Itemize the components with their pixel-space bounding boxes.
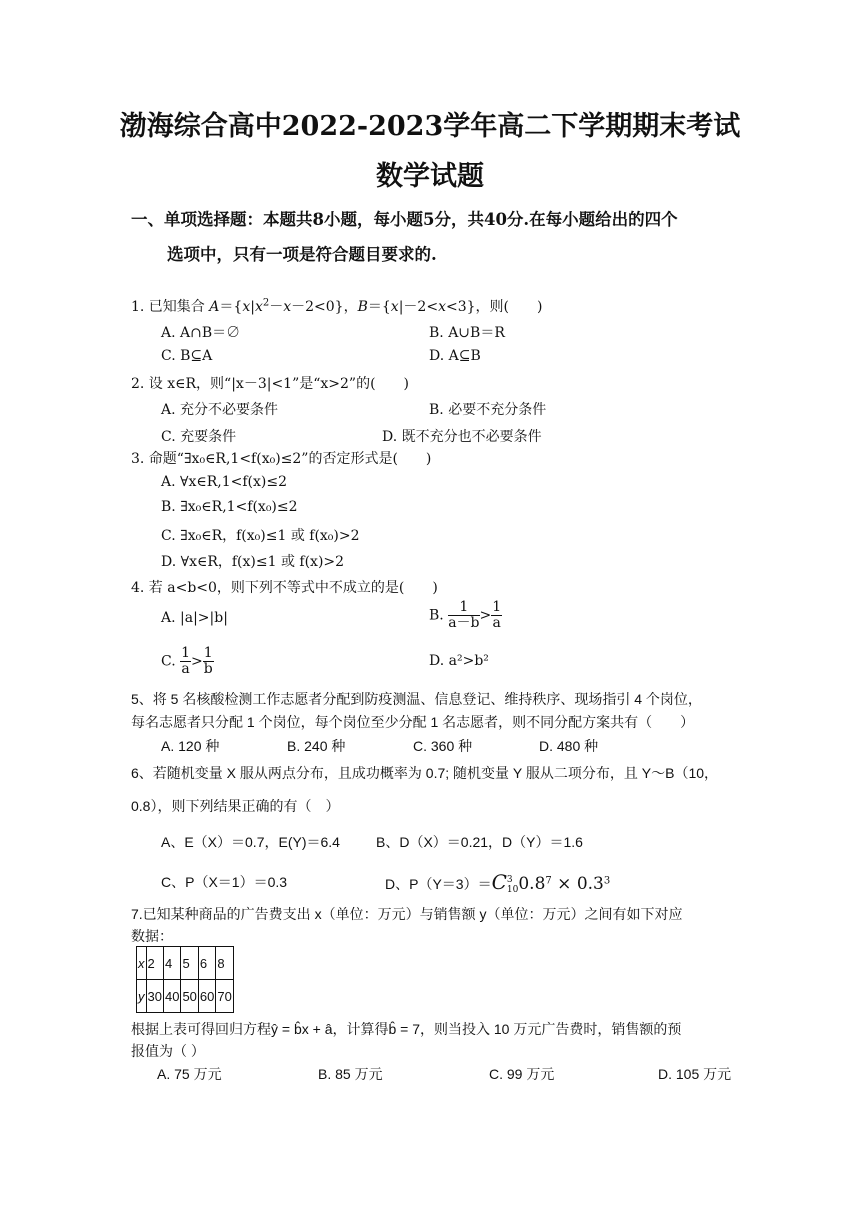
table-cell: 4 xyxy=(163,947,180,980)
question-6-option-a: A、E（X）＝0.7，E(Y)＝6.4 xyxy=(161,834,340,850)
question-4-option-b: B. $\frac{1}{a-b}$ > $\frac{1}{a}$ xyxy=(429,599,502,631)
question-5-option-c: C. 360 种 xyxy=(413,738,473,754)
question-2-option-b: B. 必要不充分条件 xyxy=(429,402,547,418)
section-header-line1: 一、单项选择题：本题共8小题，每小题5分，共40分.在每小题给出的四个 xyxy=(131,210,678,229)
question-5-line1: 5、将 5 名核酸检测工作志愿者分配到防疫测温、信息登记、维持秩序、现场指引 4 个岗位， xyxy=(131,691,702,707)
table-row xyxy=(137,980,234,1013)
question-6-line2: 0.8），则下列结果正确的有（ ） xyxy=(131,798,340,814)
question-5-option-a: A. 120 种 xyxy=(161,738,220,754)
table-cell: 2 xyxy=(146,947,163,980)
table-cell: 6 xyxy=(198,947,215,980)
question-3-option-c: C. ∃x₀∈R，f(x₀)≤1 或 f(x₀)>2 xyxy=(161,528,360,544)
table-cell: 70 xyxy=(216,980,233,1013)
question-7-line1: 7.已知某种商品的广告费支出 x（单位：万元）与销售额 y（单位：万元）之间有如下对应 xyxy=(131,906,683,922)
question-7-line3: 根据上表可得回归方程ŷ = b̂x + â，计算得b̂ = 7，则当投入 10 万元广告费时，销售额的预 xyxy=(131,1021,682,1037)
table-cell: 8 xyxy=(216,947,233,980)
section-header-line2: 选项中，只有一项是符合题目要求的. xyxy=(167,245,437,264)
question-6-line1: 6、若随机变量 X 服从两点分布，且成功概率为 0.7; 随机变量 Y 服从二项分布，且 Y～B（10， xyxy=(131,765,719,781)
question-6-option-b: B、D（X）＝0.21，D（Y）＝1.6 xyxy=(376,834,583,850)
question-7-line2: 数据： xyxy=(131,928,173,944)
question-7-line4: 报值为（ ） xyxy=(131,1043,205,1059)
question-6-option-c: C、P（X＝1）＝0.3 xyxy=(161,874,288,890)
table-cell: 50 xyxy=(181,980,198,1013)
question-2-stem: 2. 设 x∈R，则“|x－3|<1”是“x>2”的( ) xyxy=(131,376,410,392)
question-1-option-c: C. B⊆A xyxy=(161,348,213,364)
question-5-option-b: B. 240 种 xyxy=(287,738,346,754)
question-1-option-b: B. A∪B＝R xyxy=(429,325,505,341)
question-7-option-c: C. 99 万元 xyxy=(489,1066,555,1082)
table-cell: 40 xyxy=(163,980,180,1013)
question-4-option-c: C. $\frac{1}{a}$ > $\frac{1}{b}$ xyxy=(161,645,213,677)
table-cell: 60 xyxy=(198,980,215,1013)
table-cell: x xyxy=(137,947,147,980)
question-7-option-d: D. 105 万元 xyxy=(658,1066,732,1082)
question-3-option-d: D. ∀x∈R，f(x)≤1 或 f(x)>2 xyxy=(161,554,345,570)
question-3-option-a: A. ∀x∈R,1<f(x)≤2 xyxy=(161,474,287,490)
question-7-option-a: A. 75 万元 xyxy=(157,1066,222,1082)
question-3-option-b: B. ∃x₀∈R,1<f(x₀)≤2 xyxy=(161,499,298,515)
question-2-option-d: D. 既不充分也不必要条件 xyxy=(382,429,542,445)
question-5-option-d: D. 480 种 xyxy=(539,738,599,754)
question-1-option-a: A. A∩B＝∅ xyxy=(161,325,241,341)
question-3-stem: 3. 命题“∃x₀∈R,1<f(x₀)≤2”的否定形式是( ) xyxy=(131,451,432,467)
question-4-option-a: A. |a|>|b| xyxy=(161,610,228,626)
table-cell: 30 xyxy=(146,980,163,1013)
table-row xyxy=(137,947,234,980)
question-1-stem: 1. 已知集合 $A=\{x|x^2-x-2<0\}$，B＝{x|－2<x<3}，则( ) xyxy=(131,297,543,315)
question-4-stem: 4. 若 a<b<0，则下列不等式中不成立的是( ) xyxy=(131,580,438,596)
question-6-option-d: D、P（Y＝3）＝C 3 10 $0.8^7 \times 0.3^3$ xyxy=(385,870,611,896)
page-title: 渤海综合高中2022-2023学年高二下学期期末考试 xyxy=(119,111,741,142)
table-cell: y xyxy=(137,980,147,1013)
question-2-option-c: C. 充要条件 xyxy=(161,429,237,445)
question-1-option-d: D. A⊆B xyxy=(429,348,481,364)
question-7-option-b: B. 85 万元 xyxy=(318,1066,383,1082)
question-5-line2: 每名志愿者只分配 1 个岗位，每个岗位至少分配 1 名志愿者，则不同分配方案共有（ ） xyxy=(131,714,695,730)
question-2-option-a: A. 充分不必要条件 xyxy=(161,402,279,418)
data-table xyxy=(136,946,234,1013)
table-cell: 5 xyxy=(181,947,198,980)
question-4-option-d: D. a²>b² xyxy=(429,653,489,669)
page-subtitle: 数学试题 xyxy=(376,161,484,192)
